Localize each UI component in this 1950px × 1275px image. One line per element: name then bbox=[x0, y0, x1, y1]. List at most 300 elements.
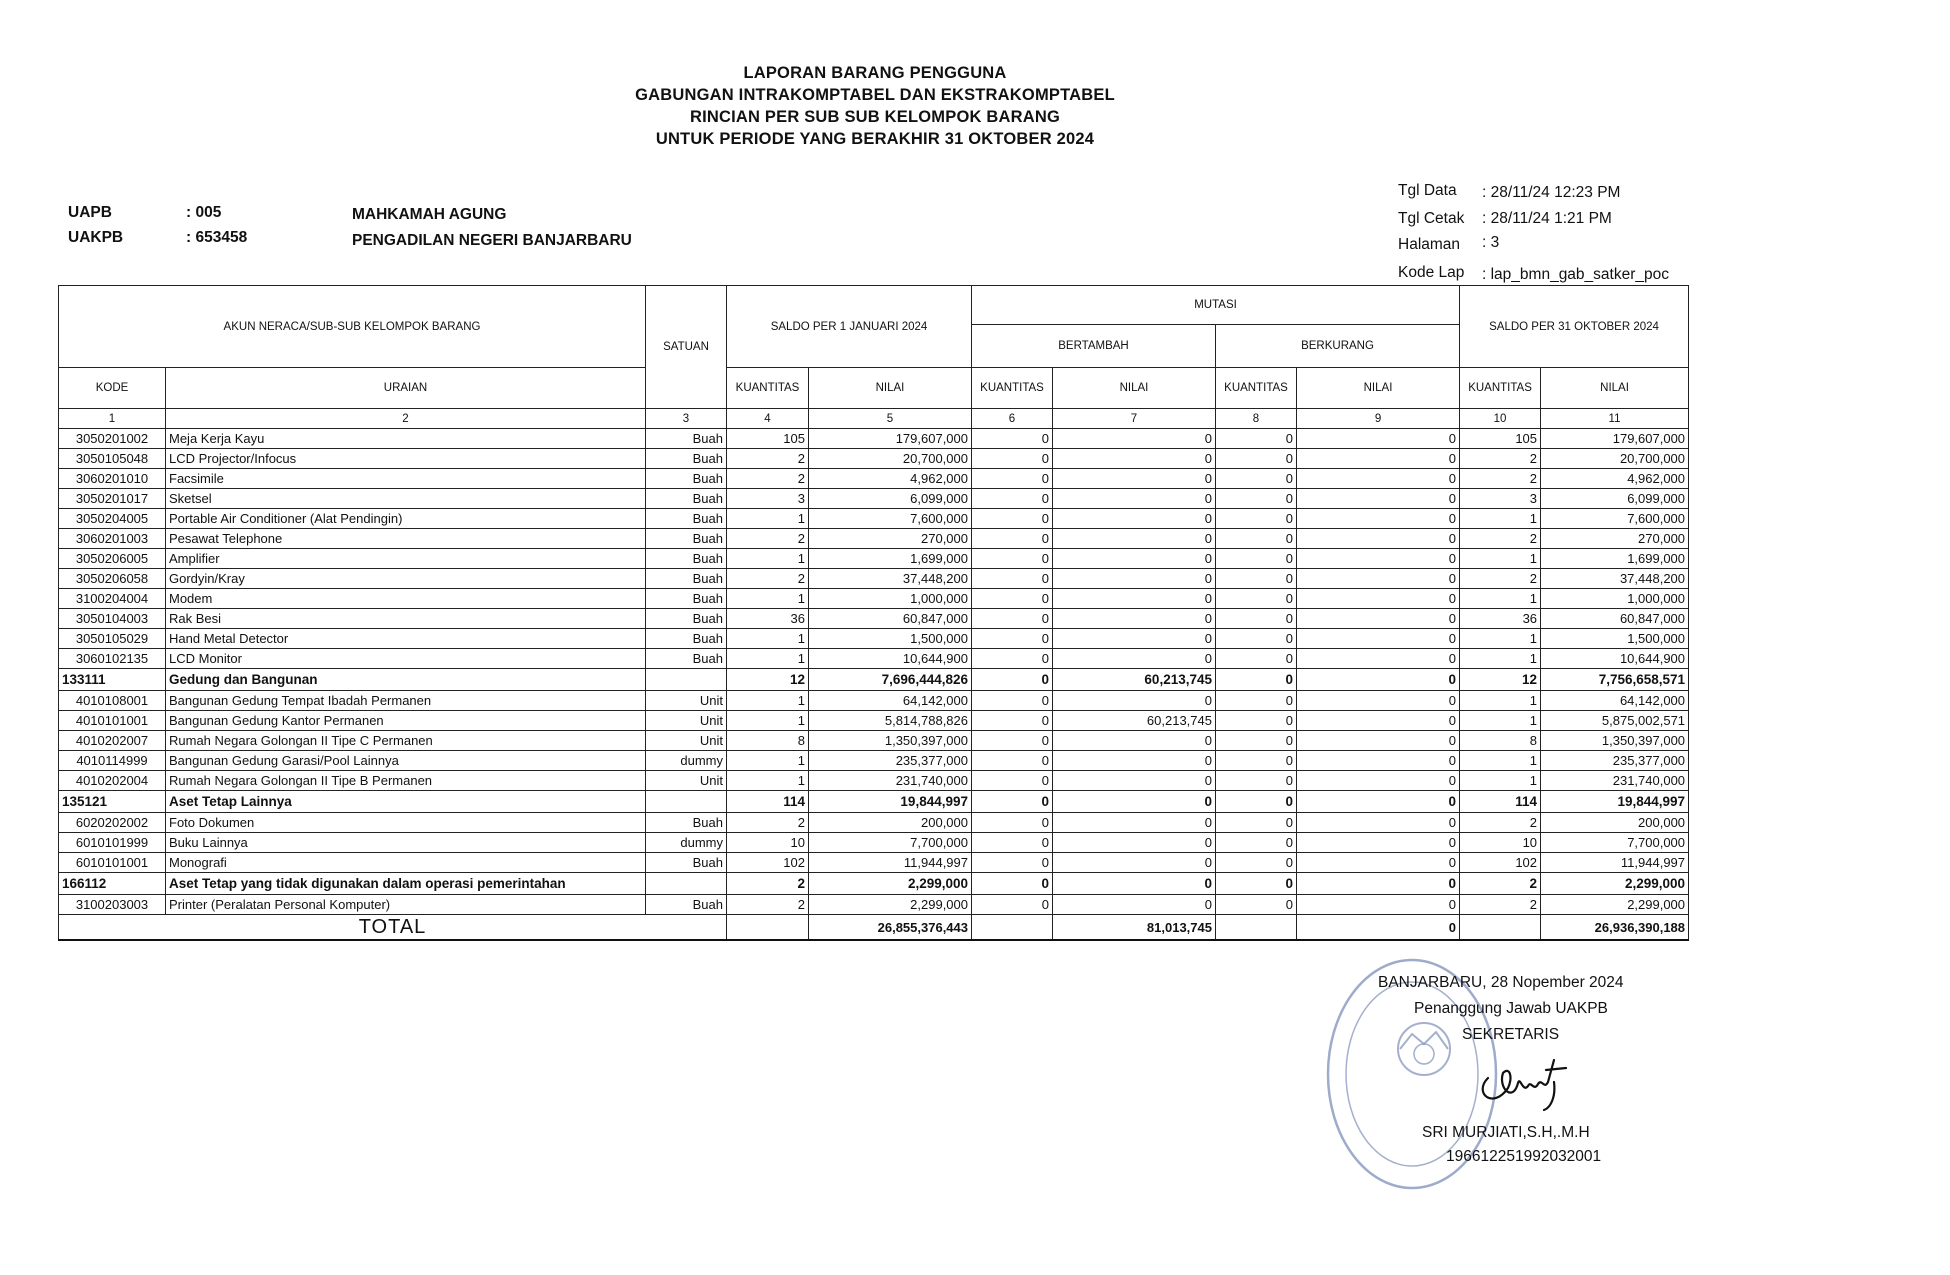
row-satuan: dummy bbox=[646, 833, 727, 853]
row-nilai: 270,000 bbox=[809, 529, 972, 549]
row-uraian: Hand Metal Detector bbox=[166, 629, 646, 649]
table-row bbox=[59, 853, 1689, 873]
row-nilai: 0 bbox=[1053, 609, 1216, 629]
row-kuantitas: 2 bbox=[727, 569, 809, 589]
row-nilai: 2,299,000 bbox=[809, 873, 972, 895]
row-kuantitas: 0 bbox=[972, 589, 1053, 609]
row-satuan: Buah bbox=[646, 549, 727, 569]
row-uraian: Aset Tetap Lainnya bbox=[166, 791, 646, 813]
row-uraian: LCD Projector/Infocus bbox=[166, 449, 646, 469]
row-nilai: 0 bbox=[1297, 509, 1460, 529]
row-nilai: 0 bbox=[1297, 791, 1460, 813]
row-nilai: 0 bbox=[1053, 629, 1216, 649]
row-kode: 3050206005 bbox=[59, 549, 166, 569]
row-nilai: 0 bbox=[1297, 629, 1460, 649]
row-uraian: Rak Besi bbox=[166, 609, 646, 629]
table-row bbox=[59, 549, 1689, 569]
row-kuantitas: 0 bbox=[1216, 509, 1297, 529]
signature-role: Penanggung Jawab UAKPB bbox=[1414, 1000, 1608, 1017]
col-number: 2 bbox=[166, 409, 646, 429]
row-satuan bbox=[646, 873, 727, 895]
row-kuantitas: 0 bbox=[1216, 429, 1297, 449]
row-nilai: 0 bbox=[1053, 731, 1216, 751]
row-uraian: Bangunan Gedung Tempat Ibadah Permanen bbox=[166, 691, 646, 711]
header-nilai-4: NILAI bbox=[1541, 368, 1689, 409]
halaman-label: Halaman bbox=[1398, 236, 1461, 253]
title-line-1: LAPORAN BARANG PENGGUNA bbox=[743, 64, 1007, 82]
table-row bbox=[59, 731, 1689, 751]
row-kode: 3100203003 bbox=[59, 895, 166, 915]
table-row bbox=[59, 569, 1689, 589]
row-uraian: Gedung dan Bangunan bbox=[166, 669, 646, 691]
row-satuan: Buah bbox=[646, 469, 727, 489]
total-row bbox=[59, 915, 1689, 941]
row-nilai: 37,448,200 bbox=[809, 569, 972, 589]
row-nilai: 60,847,000 bbox=[809, 609, 972, 629]
row-kuantitas: 0 bbox=[972, 549, 1053, 569]
row-nilai: 0 bbox=[1053, 791, 1216, 813]
row-satuan: Unit bbox=[646, 711, 727, 731]
row-kuantitas: 0 bbox=[972, 771, 1053, 791]
row-nilai: 7,756,658,571 bbox=[1541, 669, 1689, 691]
table-row bbox=[59, 589, 1689, 609]
table-row bbox=[59, 429, 1689, 449]
col-number: 10 bbox=[1460, 409, 1541, 429]
uakpb-label: UAKPB bbox=[68, 229, 124, 246]
row-kuantitas: 0 bbox=[972, 609, 1053, 629]
tgl-cetak-value: : 28/11/24 1:21 PM bbox=[1482, 210, 1612, 227]
row-nilai: 0 bbox=[1053, 873, 1216, 895]
row-nilai: 5,814,788,826 bbox=[809, 711, 972, 731]
row-nilai: 2,299,000 bbox=[809, 895, 972, 915]
row-kuantitas: 2 bbox=[727, 469, 809, 489]
row-nilai: 0 bbox=[1297, 469, 1460, 489]
table-row bbox=[59, 609, 1689, 629]
row-kuantitas: 1 bbox=[727, 509, 809, 529]
row-nilai: 0 bbox=[1053, 549, 1216, 569]
row-nilai: 1,000,000 bbox=[1541, 589, 1689, 609]
tgl-cetak-label: Tgl Cetak bbox=[1398, 210, 1465, 227]
row-uraian: Buku Lainnya bbox=[166, 833, 646, 853]
row-uraian: Bangunan Gedung Garasi/Pool Lainnya bbox=[166, 751, 646, 771]
header-nilai-3: NILAI bbox=[1297, 368, 1460, 409]
group-row bbox=[59, 669, 1689, 691]
row-kode: 3050105048 bbox=[59, 449, 166, 469]
row-nilai: 64,142,000 bbox=[1541, 691, 1689, 711]
row-nilai: 0 bbox=[1297, 813, 1460, 833]
row-kuantitas: 1 bbox=[727, 589, 809, 609]
total-saldo-awal: 26,855,376,443 bbox=[809, 915, 972, 941]
row-nilai: 10,644,900 bbox=[809, 649, 972, 669]
row-nilai: 0 bbox=[1053, 569, 1216, 589]
row-uraian: Amplifier bbox=[166, 549, 646, 569]
col-number: 6 bbox=[972, 409, 1053, 429]
table-row bbox=[59, 691, 1689, 711]
row-kuantitas: 0 bbox=[972, 449, 1053, 469]
header-akun: AKUN NERACA/SUB-SUB KELOMPOK BARANG bbox=[59, 286, 646, 368]
row-kuantitas: 0 bbox=[972, 429, 1053, 449]
table-row bbox=[59, 895, 1689, 915]
row-satuan: Buah bbox=[646, 813, 727, 833]
row-kuantitas: 2 bbox=[727, 449, 809, 469]
uakpb-code: : 653458 bbox=[186, 229, 248, 246]
row-uraian: Printer (Peralatan Personal Komputer) bbox=[166, 895, 646, 915]
row-kuantitas: 0 bbox=[1216, 609, 1297, 629]
row-kuantitas: 12 bbox=[1460, 669, 1541, 691]
row-uraian: LCD Monitor bbox=[166, 649, 646, 669]
row-nilai: 0 bbox=[1053, 489, 1216, 509]
row-nilai: 0 bbox=[1053, 449, 1216, 469]
tgl-data-value: : 28/11/24 12:23 PM bbox=[1482, 184, 1621, 201]
row-kuantitas: 8 bbox=[1460, 731, 1541, 751]
row-nilai: 1,350,397,000 bbox=[1541, 731, 1689, 751]
row-kuantitas: 102 bbox=[727, 853, 809, 873]
row-nilai: 0 bbox=[1297, 771, 1460, 791]
row-nilai: 2,299,000 bbox=[1541, 873, 1689, 895]
col-number: 11 bbox=[1541, 409, 1689, 429]
row-nilai: 0 bbox=[1053, 691, 1216, 711]
row-nilai: 10,644,900 bbox=[1541, 649, 1689, 669]
row-kode: 3060102135 bbox=[59, 649, 166, 669]
row-kuantitas: 1 bbox=[1460, 649, 1541, 669]
row-kuantitas: 114 bbox=[727, 791, 809, 813]
row-uraian: Facsimile bbox=[166, 469, 646, 489]
header-kuantitas-4: KUANTITAS bbox=[1460, 368, 1541, 409]
row-kuantitas: 1 bbox=[1460, 629, 1541, 649]
header-kode: KODE bbox=[59, 368, 166, 409]
row-uraian: Rumah Negara Golongan II Tipe B Permanen bbox=[166, 771, 646, 791]
row-uraian: Sketsel bbox=[166, 489, 646, 509]
row-nilai: 60,847,000 bbox=[1541, 609, 1689, 629]
row-nilai: 0 bbox=[1297, 895, 1460, 915]
row-nilai: 4,962,000 bbox=[1541, 469, 1689, 489]
row-nilai: 0 bbox=[1297, 833, 1460, 853]
row-satuan: Buah bbox=[646, 853, 727, 873]
row-nilai: 0 bbox=[1297, 609, 1460, 629]
row-nilai: 0 bbox=[1053, 529, 1216, 549]
row-nilai: 0 bbox=[1297, 711, 1460, 731]
row-nilai: 1,699,000 bbox=[809, 549, 972, 569]
row-nilai: 4,962,000 bbox=[809, 469, 972, 489]
row-uraian: Bangunan Gedung Kantor Permanen bbox=[166, 711, 646, 731]
row-uraian: Rumah Negara Golongan II Tipe C Permanen bbox=[166, 731, 646, 751]
header-nilai-2: NILAI bbox=[1053, 368, 1216, 409]
col-number: 7 bbox=[1053, 409, 1216, 429]
table-row bbox=[59, 509, 1689, 529]
row-kuantitas: 0 bbox=[1216, 469, 1297, 489]
row-kuantitas: 1 bbox=[727, 549, 809, 569]
row-kuantitas: 105 bbox=[1460, 429, 1541, 449]
row-kuantitas: 1 bbox=[1460, 549, 1541, 569]
header-mutasi: MUTASI bbox=[972, 286, 1460, 325]
row-satuan: Unit bbox=[646, 771, 727, 791]
row-satuan: Unit bbox=[646, 731, 727, 751]
row-kuantitas: 1 bbox=[727, 649, 809, 669]
header-kuantitas-3: KUANTITAS bbox=[1216, 368, 1297, 409]
row-kuantitas: 0 bbox=[1216, 569, 1297, 589]
row-kuantitas: 0 bbox=[972, 751, 1053, 771]
table-row bbox=[59, 649, 1689, 669]
row-nilai: 179,607,000 bbox=[1541, 429, 1689, 449]
row-kode: 4010108001 bbox=[59, 691, 166, 711]
row-kuantitas: 2 bbox=[1460, 569, 1541, 589]
row-kuantitas: 0 bbox=[1216, 751, 1297, 771]
table-row bbox=[59, 771, 1689, 791]
row-nilai: 7,700,000 bbox=[1541, 833, 1689, 853]
header-berkurang: BERKURANG bbox=[1216, 325, 1460, 368]
row-satuan: Buah bbox=[646, 429, 727, 449]
row-kode: 3060201010 bbox=[59, 469, 166, 489]
row-nilai: 2,299,000 bbox=[1541, 895, 1689, 915]
table-row bbox=[59, 833, 1689, 853]
row-kuantitas: 2 bbox=[727, 529, 809, 549]
row-kuantitas: 0 bbox=[1216, 529, 1297, 549]
group-row bbox=[59, 873, 1689, 895]
row-kuantitas: 0 bbox=[1216, 629, 1297, 649]
row-kode: 3050204005 bbox=[59, 509, 166, 529]
row-kode: 4010101001 bbox=[59, 711, 166, 731]
table-row bbox=[59, 629, 1689, 649]
row-nilai: 0 bbox=[1297, 873, 1460, 895]
row-nilai: 0 bbox=[1297, 429, 1460, 449]
row-satuan: Buah bbox=[646, 895, 727, 915]
col-number: 1 bbox=[59, 409, 166, 429]
row-satuan: Buah bbox=[646, 449, 727, 469]
row-nilai: 0 bbox=[1297, 449, 1460, 469]
group-row bbox=[59, 791, 1689, 813]
row-nilai: 1,000,000 bbox=[809, 589, 972, 609]
row-kuantitas: 1 bbox=[727, 711, 809, 731]
row-nilai: 0 bbox=[1053, 895, 1216, 915]
row-kuantitas: 0 bbox=[1216, 771, 1297, 791]
header-kuantitas-1: KUANTITAS bbox=[727, 368, 809, 409]
row-kuantitas: 3 bbox=[1460, 489, 1541, 509]
row-nilai: 5,875,002,571 bbox=[1541, 711, 1689, 731]
row-kuantitas: 0 bbox=[972, 469, 1053, 489]
uapb-code: : 005 bbox=[186, 204, 222, 221]
row-kuantitas: 0 bbox=[972, 711, 1053, 731]
row-nilai: 60,213,745 bbox=[1053, 711, 1216, 731]
signature-name: SRI MURJIATI,S.H,.M.H bbox=[1422, 1124, 1590, 1141]
row-kuantitas: 0 bbox=[1216, 731, 1297, 751]
row-kuantitas: 0 bbox=[1216, 873, 1297, 895]
total-saldo-akhir: 26,936,390,188 bbox=[1541, 915, 1689, 941]
row-nilai: 20,700,000 bbox=[1541, 449, 1689, 469]
row-kuantitas: 0 bbox=[972, 873, 1053, 895]
row-kode: 6010101999 bbox=[59, 833, 166, 853]
kode-lap-label: Kode Lap bbox=[1398, 264, 1465, 281]
row-uraian: Meja Kerja Kayu bbox=[166, 429, 646, 449]
row-nilai: 0 bbox=[1297, 751, 1460, 771]
row-kode: 6020202002 bbox=[59, 813, 166, 833]
row-kuantitas: 0 bbox=[1216, 669, 1297, 691]
row-kode: 3060201003 bbox=[59, 529, 166, 549]
signature-nip: 196612251992032001 bbox=[1446, 1148, 1602, 1165]
row-nilai: 179,607,000 bbox=[809, 429, 972, 449]
row-kuantitas: 36 bbox=[727, 609, 809, 629]
row-kuantitas: 0 bbox=[1216, 489, 1297, 509]
row-nilai: 200,000 bbox=[1541, 813, 1689, 833]
row-kode: 4010114999 bbox=[59, 751, 166, 771]
title-line-2: GABUNGAN INTRAKOMPTABEL DAN EKSTRAKOMPTABEL bbox=[635, 86, 1115, 104]
tgl-data-label: Tgl Data bbox=[1398, 182, 1457, 199]
row-nilai: 64,142,000 bbox=[809, 691, 972, 711]
row-nilai: 37,448,200 bbox=[1541, 569, 1689, 589]
signature-position: SEKRETARIS bbox=[1462, 1026, 1560, 1043]
row-kuantitas: 3 bbox=[727, 489, 809, 509]
row-nilai: 0 bbox=[1297, 589, 1460, 609]
row-kode: 3050201017 bbox=[59, 489, 166, 509]
row-kuantitas: 36 bbox=[1460, 609, 1541, 629]
row-kode: 133111 bbox=[59, 669, 166, 691]
total-bertambah: 81,013,745 bbox=[1053, 915, 1216, 941]
row-uraian: Portable Air Conditioner (Alat Pendingin) bbox=[166, 509, 646, 529]
row-kode: 135121 bbox=[59, 791, 166, 813]
row-kode: 6010101001 bbox=[59, 853, 166, 873]
row-nilai: 7,700,000 bbox=[809, 833, 972, 853]
row-uraian: Monografi bbox=[166, 853, 646, 873]
row-kuantitas: 12 bbox=[727, 669, 809, 691]
row-kuantitas: 2 bbox=[1460, 873, 1541, 895]
row-kuantitas: 0 bbox=[972, 569, 1053, 589]
row-nilai: 0 bbox=[1297, 731, 1460, 751]
row-nilai: 0 bbox=[1297, 569, 1460, 589]
row-kode: 3050105029 bbox=[59, 629, 166, 649]
total-berkurang: 0 bbox=[1297, 915, 1460, 941]
header-saldo-akhir: SALDO PER 31 OKTOBER 2024 bbox=[1460, 286, 1689, 368]
col-number: 4 bbox=[727, 409, 809, 429]
row-nilai: 0 bbox=[1053, 833, 1216, 853]
row-satuan: Unit bbox=[646, 691, 727, 711]
row-nilai: 1,350,397,000 bbox=[809, 731, 972, 751]
row-kuantitas: 0 bbox=[972, 731, 1053, 751]
row-kode: 3050201002 bbox=[59, 429, 166, 449]
row-nilai: 231,740,000 bbox=[809, 771, 972, 791]
row-nilai: 235,377,000 bbox=[809, 751, 972, 771]
row-uraian: Foto Dokumen bbox=[166, 813, 646, 833]
row-kuantitas: 0 bbox=[972, 813, 1053, 833]
row-kuantitas: 2 bbox=[727, 873, 809, 895]
row-kuantitas: 0 bbox=[972, 629, 1053, 649]
row-nilai: 0 bbox=[1297, 549, 1460, 569]
row-satuan: Buah bbox=[646, 569, 727, 589]
column-number-row bbox=[59, 409, 1689, 429]
row-kuantitas: 1 bbox=[1460, 509, 1541, 529]
uapb-name: MAHKAMAH AGUNG bbox=[352, 206, 507, 223]
row-nilai: 20,700,000 bbox=[809, 449, 972, 469]
row-kuantitas: 1 bbox=[1460, 751, 1541, 771]
row-nilai: 0 bbox=[1053, 649, 1216, 669]
row-kuantitas: 0 bbox=[972, 691, 1053, 711]
row-kuantitas: 114 bbox=[1460, 791, 1541, 813]
table-row bbox=[59, 529, 1689, 549]
row-kuantitas: 0 bbox=[1216, 691, 1297, 711]
row-nilai: 200,000 bbox=[809, 813, 972, 833]
header-bertambah: BERTAMBAH bbox=[972, 325, 1216, 368]
table-row bbox=[59, 489, 1689, 509]
header-kuantitas-2: KUANTITAS bbox=[972, 368, 1053, 409]
row-nilai: 60,213,745 bbox=[1053, 669, 1216, 691]
total-empty-cell bbox=[972, 915, 1053, 941]
row-nilai: 7,600,000 bbox=[809, 509, 972, 529]
row-kuantitas: 1 bbox=[727, 771, 809, 791]
row-kuantitas: 2 bbox=[727, 813, 809, 833]
row-kuantitas: 0 bbox=[972, 529, 1053, 549]
row-nilai: 1,699,000 bbox=[1541, 549, 1689, 569]
table-row bbox=[59, 449, 1689, 469]
row-nilai: 231,740,000 bbox=[1541, 771, 1689, 791]
handwritten-signature-icon bbox=[1468, 1048, 1578, 1118]
row-kuantitas: 0 bbox=[1216, 589, 1297, 609]
row-satuan: Buah bbox=[646, 649, 727, 669]
uapb-label: UAPB bbox=[68, 204, 112, 221]
row-nilai: 0 bbox=[1053, 509, 1216, 529]
row-kuantitas: 0 bbox=[1216, 895, 1297, 915]
row-nilai: 1,500,000 bbox=[809, 629, 972, 649]
row-nilai: 0 bbox=[1053, 589, 1216, 609]
header-satuan: SATUAN bbox=[646, 286, 727, 409]
header-saldo-awal: SALDO PER 1 JANUARI 2024 bbox=[727, 286, 972, 368]
row-nilai: 7,600,000 bbox=[1541, 509, 1689, 529]
total-empty-cell bbox=[1460, 915, 1541, 941]
table-row bbox=[59, 751, 1689, 771]
row-uraian: Gordyin/Kray bbox=[166, 569, 646, 589]
row-kuantitas: 10 bbox=[727, 833, 809, 853]
table-row bbox=[59, 711, 1689, 731]
row-kuantitas: 1 bbox=[1460, 589, 1541, 609]
row-nilai: 11,944,997 bbox=[809, 853, 972, 873]
row-kuantitas: 105 bbox=[727, 429, 809, 449]
row-nilai: 0 bbox=[1053, 469, 1216, 489]
row-nilai: 19,844,997 bbox=[1541, 791, 1689, 813]
col-number: 5 bbox=[809, 409, 972, 429]
row-kuantitas: 2 bbox=[1460, 529, 1541, 549]
row-kuantitas: 2 bbox=[1460, 469, 1541, 489]
row-satuan: Buah bbox=[646, 529, 727, 549]
total-empty-cell bbox=[1216, 915, 1297, 941]
row-kuantitas: 1 bbox=[1460, 691, 1541, 711]
table-row bbox=[59, 469, 1689, 489]
row-kuantitas: 1 bbox=[1460, 711, 1541, 731]
header-uraian: URAIAN bbox=[166, 368, 646, 409]
row-kode: 166112 bbox=[59, 873, 166, 895]
row-uraian: Modem bbox=[166, 589, 646, 609]
row-nilai: 0 bbox=[1053, 853, 1216, 873]
row-kuantitas: 1 bbox=[727, 691, 809, 711]
uakpb-name: PENGADILAN NEGERI BANJARBARU bbox=[352, 232, 632, 249]
report-title bbox=[0, 62, 1750, 150]
row-nilai: 0 bbox=[1053, 751, 1216, 771]
row-kuantitas: 1 bbox=[1460, 771, 1541, 791]
row-nilai: 6,099,000 bbox=[809, 489, 972, 509]
row-uraian: Aset Tetap yang tidak digunakan dalam operasi pemerintahan bbox=[166, 873, 646, 895]
row-nilai: 0 bbox=[1053, 813, 1216, 833]
row-nilai: 11,944,997 bbox=[1541, 853, 1689, 873]
kode-lap-value: : lap_bmn_gab_satker_poc bbox=[1482, 266, 1669, 283]
row-nilai: 270,000 bbox=[1541, 529, 1689, 549]
row-kuantitas: 0 bbox=[1216, 449, 1297, 469]
row-nilai: 7,696,444,826 bbox=[809, 669, 972, 691]
row-nilai: 0 bbox=[1297, 853, 1460, 873]
row-kode: 4010202004 bbox=[59, 771, 166, 791]
row-kuantitas: 0 bbox=[1216, 791, 1297, 813]
row-kuantitas: 0 bbox=[972, 791, 1053, 813]
report-table bbox=[58, 285, 1689, 941]
row-kode: 3050206058 bbox=[59, 569, 166, 589]
row-satuan: Buah bbox=[646, 609, 727, 629]
row-nilai: 0 bbox=[1297, 649, 1460, 669]
row-nilai: 0 bbox=[1053, 771, 1216, 791]
